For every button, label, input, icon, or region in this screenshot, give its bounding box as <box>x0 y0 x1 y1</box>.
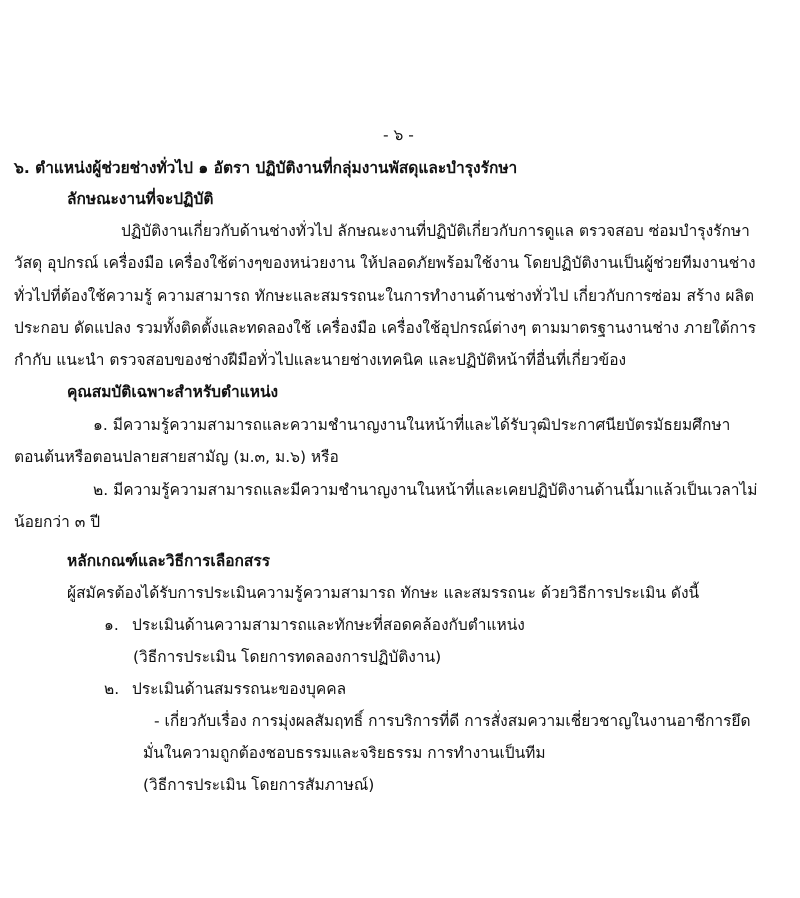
selection-item-2-detail: - เกี่ยวกับเรื่อง การมุ่งผลสัมฤทธิ์ การบริการที่ดี การสั่งสมความเชี่ยวชาญในงานอาชีการยึด <box>154 712 751 730</box>
page-number: - ๖ - <box>383 126 414 144</box>
selection-item-1 <box>104 618 525 634</box>
job-description-line: ประกอบ ดัดแปลง รวมทั้งติดตั้งและทดลองใช้ เครื่องมือ เครื่องใช้อุปกรณ์ต่างๆ ตามมาตรฐานงานช่าง ภายใต้การ <box>14 319 757 337</box>
position-heading: ๖. ตำแหน่งผู้ช่วยช่างทั่วไป ๑ อัตรา ปฏิบัติงานที่กลุ่มงานพัสดุและบำรุงรักษา <box>14 159 518 177</box>
selection-item-2-method: (วิธีการประเมิน โดยการสัมภาษณ์) <box>143 776 375 794</box>
job-description-heading: ลักษณะงานที่จะปฏิบัติ <box>67 190 214 208</box>
job-description-line: วัสดุ อุปกรณ์ เครื่องมือ เครื่องใช้ต่างๆของหน่วยงาน ให้ปลอดภัยพร้อมใช้งาน โดยปฏิบัติงานเป็นผู้ช่วยทีมงานช่าง <box>14 254 756 272</box>
job-description-line: กำกับ แนะนำ ตรวจสอบของช่างฝีมือทั่วไปและนายช่างเทคนิค และปฏิบัติหน้าที่อื่นที่เกี่ยวข้อง <box>14 351 627 369</box>
selection-intro: ผู้สมัครต้องได้รับการประเมินความรู้ความสามารถ ทักษะ และสมรรถนะ ด้วยวิธีการประเมิน ดังนี้ <box>67 584 700 602</box>
selection-item-1-number: ๑. <box>104 616 119 634</box>
job-description-line: ทั่วไปที่ต้องใช้ความรู้ ความสามารถ ทักษะและสมรรถนะในการทำงานด้านช่างทั่วไป เกี่ยวกับการซ่อม สร้าง ผลิต <box>14 287 755 305</box>
job-description-line: ปฏิบัติงานเกี่ยวกับด้านช่างทั่วไป ลักษณะงานที่ปฏิบัติเกี่ยวกับการดูแล ตรวจสอบ ซ่อมบำรุงรักษา <box>121 222 750 240</box>
selection-item-2-title: ประเมินด้านสมรรถนะของบุคคล <box>132 680 347 698</box>
qualifications-heading: คุณสมบัติเฉพาะสำหรับตำแหน่ง <box>67 383 279 401</box>
selection-heading: หลักเกณฑ์และวิธีการเลือกสรร <box>67 552 271 570</box>
selection-item-2-detail-cont: มั่นในความถูกต้องชอบธรรมและจริยธรรม การทำงานเป็นทีม <box>143 744 546 762</box>
qualification-item-1-cont: ตอนต้นหรือตอนปลายสายสามัญ (ม.๓, ม.๖) หรือ <box>14 448 339 466</box>
selection-item-1-title: ประเมินด้านความสามารถและทักษะที่สอดคล้องกับตำแหน่ง <box>132 616 525 634</box>
selection-item-2-number: ๒. <box>104 680 120 698</box>
qualification-item-2: ๒. มีความรู้ความสามารถและมีความชำนาญงานในหน้าที่และเคยปฏิบัติงานด้านนี้มาแล้วเป็นเวลาไม่ <box>93 481 758 499</box>
selection-item-1-method: (วิธีการประเมิน โดยการทดลองการปฏิบัติงาน) <box>133 648 442 666</box>
selection-item-2 <box>104 682 346 698</box>
qualification-item-1: ๑. มีความรู้ความสามารถและความชำนาญงานในหน้าที่และได้รับวุฒิประกาศนียบัตรมัธยมศึกษา <box>93 416 731 434</box>
qualification-item-2-cont: น้อยกว่า ๓ ปี <box>14 513 101 531</box>
